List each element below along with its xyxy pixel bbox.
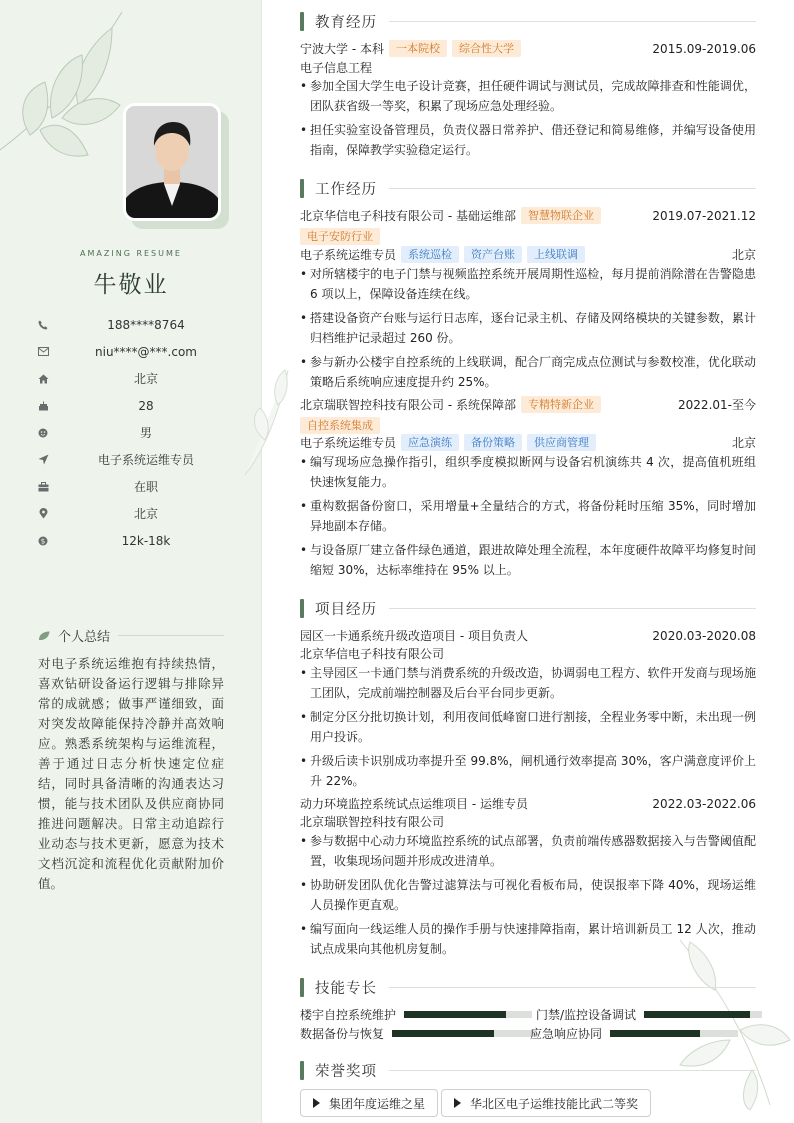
- skill-name: 楼宇自控系统维护: [300, 1008, 397, 1022]
- education-date: 2015.09-2019.06: [652, 41, 756, 56]
- sidebar: [0, 0, 262, 1123]
- project-company-row: [300, 813, 756, 830]
- info-salary: [36, 527, 236, 554]
- list-item: • 参与新办公楼宇自控系统的上线联调，配合厂商完成点位测试与参数校准，优化联动策略后系统响应速度提升约 25%。: [300, 352, 756, 392]
- summary-heading: [38, 626, 224, 645]
- info-phone: [36, 311, 236, 338]
- list-item: • 参与数据中心动力环境监控系统的试点部署，负责前端传感器数据接入与告警阈值配置，收集现场问题并形成改进清单。: [300, 831, 756, 871]
- education-bullets: [300, 76, 756, 164]
- job-bullets: [300, 264, 756, 396]
- role-tag: 资产台账: [464, 246, 522, 263]
- skill-bar: [392, 1030, 537, 1037]
- job-date: 2022.01-至今: [678, 398, 756, 412]
- skill-name: 应急响应协同: [530, 1027, 603, 1041]
- skill-name: 数据备份与恢复: [300, 1027, 385, 1041]
- role-tag: 应急演练: [401, 434, 459, 451]
- skills-section-header: [300, 977, 756, 997]
- info-gender: [36, 419, 236, 446]
- job-company-tag-row: [300, 417, 756, 434]
- education-major-row: [300, 59, 756, 76]
- award-badge: [300, 1089, 438, 1117]
- company-tag: 智慧物联企业: [521, 207, 601, 224]
- skill-name: 门禁/监控设备调试: [536, 1008, 637, 1022]
- skill-bar: [644, 1011, 762, 1018]
- salary-icon: [36, 534, 50, 548]
- project-name: 园区一卡通系统升级改造项目 - 项目负责人: [300, 629, 528, 643]
- job-bullets: [300, 452, 756, 584]
- school-tag: 综合性大学: [452, 40, 521, 57]
- info-status: [36, 473, 236, 500]
- skill-bar-fill: [392, 1030, 494, 1037]
- resume-tagline: AMAZING RESUME: [80, 249, 182, 258]
- skill-bar-fill: [644, 1011, 750, 1018]
- play-triangle-icon: [313, 1098, 320, 1108]
- company-tag: 专精特新企业: [521, 396, 601, 413]
- list-item: • 搭建设备资产台账与运行日志库，逐台记录主机、存储及网络模块的关键参数，累计归档维护记录超过 260 份。: [300, 308, 756, 348]
- section-divider: [389, 608, 756, 609]
- job-role: 电子系统运维专员: [300, 436, 397, 450]
- section-accent-bar: [300, 12, 304, 31]
- education-title: 教育经历: [315, 14, 377, 31]
- job-role-row: [300, 246, 756, 263]
- section-divider: [389, 21, 756, 22]
- list-item: • 编写面向一线运维人员的操作手册与快速排障指南，累计培训新员工 12 人次，推动试点成果向其他机房复制。: [300, 919, 756, 959]
- info-age: [36, 392, 236, 419]
- profile-photo: [123, 103, 221, 221]
- list-item: • 担任实验室设备管理员，负责仪器日常养护、借还登记和简易维修，并编写设备使用指南，保障教学实验稳定运行。: [300, 120, 756, 160]
- phone-icon: [36, 318, 50, 332]
- school-name: 宁波大学 - 本科: [300, 42, 384, 56]
- list-item: • 升级后读卡识别成功率提升至 99.8%，闸机通行效率提高 30%，客户满意度评价上升 22%。: [300, 751, 756, 791]
- summary-text: 对电子系统运维抱有持续热情，喜欢钻研设备运行逻辑与排除异常的成就感；做事严谨细致，面对突发故障能保持冷静并高效响应。熟悉系统架构与运维流程，善于通过日志分析快速定位症结，同时具备清晰的沟通表达习惯，能与技术团队及供应商协同推进问题解决。日常主动追踪行业动态与技术更新，愿意为技术文档沉淀和流程优化贡献附加价值。: [38, 656, 224, 891]
- project-company-row: [300, 645, 756, 662]
- list-item: • 对所辖楼宇的电子门禁与视频监控系统开展周期性巡检，每月提前消除潜在告警隐患 6 项以上，保障设备连续在线。: [300, 264, 756, 304]
- play-triangle-icon: [454, 1098, 461, 1108]
- project-name-row: [300, 627, 756, 644]
- job-company-row: [300, 207, 756, 224]
- company-tag: 电子安防行业: [300, 228, 380, 245]
- project-date: 2020.03-2020.08: [652, 628, 756, 643]
- job-company: 北京华信电子科技有限公司 - 基础运维部: [300, 209, 516, 223]
- skill-bar-fill: [610, 1030, 700, 1037]
- skill-bar: [404, 1011, 532, 1018]
- job-role: 电子系统运维专员: [300, 248, 397, 262]
- awards-title: 荣誉奖项: [315, 1063, 377, 1080]
- skill-item: [300, 1025, 537, 1042]
- section-accent-bar: [300, 1061, 304, 1080]
- city-value: 北京: [133, 507, 158, 521]
- work-section-header: [300, 178, 756, 198]
- skills-title: 技能专长: [315, 980, 377, 997]
- send-icon: [36, 453, 50, 467]
- section-divider: [389, 1070, 756, 1071]
- list-item: • 制定分区分批切换计划，利用夜间低峰窗口进行割接，全程业务零中断，未出现一例用户投诉。: [300, 707, 756, 747]
- list-item: • 参加全国大学生电子设计竞赛，担任硬件调试与测试员，完成故障排查和性能调优，团队获省级一等奖，积累了现场应急处理经验。: [300, 76, 756, 116]
- education-school-row: [300, 40, 756, 57]
- location-pin-icon: [36, 507, 50, 521]
- salary-value: 12k-18k: [121, 533, 171, 548]
- skill-item: [530, 1025, 738, 1042]
- mail-icon: [36, 345, 50, 359]
- summary-divider: [118, 635, 224, 636]
- home-icon: [36, 372, 50, 386]
- section-divider: [389, 188, 756, 189]
- briefcase-icon: [36, 480, 50, 494]
- email-value: niu****@***.com: [95, 344, 197, 359]
- job-company: 北京瑞联智控科技有限公司 - 系统保障部: [300, 398, 516, 412]
- profile-photo-frame: [123, 103, 221, 221]
- job-role-row: [300, 434, 756, 451]
- education-section-header: [300, 11, 756, 31]
- job-date: 2019.07-2021.12: [652, 208, 756, 223]
- skill-bar: [610, 1030, 738, 1037]
- job-city: 北京: [731, 436, 756, 450]
- role-tag: 上线联调: [527, 246, 585, 263]
- age-value: 28: [138, 398, 154, 413]
- role-tag: 系统巡检: [401, 246, 459, 263]
- list-item: • 协助研发团队优化告警过滤算法与可视化看板布局，使误报率下降 40%，现场运维人员操作更直观。: [300, 875, 756, 915]
- role-tag: 供应商管理: [527, 434, 596, 451]
- section-divider: [389, 987, 756, 988]
- status-value: 在职: [133, 480, 158, 494]
- section-accent-bar: [300, 978, 304, 997]
- section-accent-bar: [300, 179, 304, 198]
- projects-title: 项目经历: [315, 601, 377, 618]
- skill-item: [300, 1006, 532, 1023]
- info-position: [36, 446, 236, 473]
- skill-bar-fill: [404, 1011, 506, 1018]
- award-name: 华北区电子运维技能比武二等奖: [470, 1096, 639, 1111]
- project-company: 北京华信电子科技有限公司: [300, 647, 445, 661]
- person-portrait-icon: [126, 106, 218, 218]
- school-tag: 一本院校: [389, 40, 447, 57]
- list-item: • 主导园区一卡通门禁与消费系统的升级改造，协调弱电工程方、软件开发商与现场施工团队，完成前端控制器及后台平台同步更新。: [300, 663, 756, 703]
- svg-text:$: $: [40, 537, 46, 545]
- work-title: 工作经历: [315, 181, 377, 198]
- info-home: [36, 365, 236, 392]
- list-item: • 与设备原厂建立备件绿色通道，跟进故障处理全流程，本年度硬件故障平均修复时间缩短 30%，达标率维持在 95% 以上。: [300, 540, 756, 580]
- section-accent-bar: [300, 599, 304, 618]
- skill-item: [536, 1006, 762, 1023]
- hometown-value: 北京: [133, 372, 158, 386]
- summary-title: 个人总结: [58, 630, 111, 645]
- major: 电子信息工程: [300, 61, 373, 75]
- gender-icon: [36, 426, 50, 440]
- cake-icon: [36, 399, 50, 413]
- projects-section-header: [300, 598, 756, 618]
- position-value: 电子系统运维专员: [97, 453, 194, 467]
- gender-value: 男: [139, 426, 152, 440]
- project-date: 2022.03-2022.06: [652, 796, 756, 811]
- phone-value: 188****8764: [107, 317, 185, 332]
- project-name: 动力环境监控系统试点运维项目 - 运维专员: [300, 797, 528, 811]
- project-bullets: [300, 663, 756, 795]
- info-email: [36, 338, 236, 365]
- company-tag: 自控系统集成: [300, 417, 380, 434]
- job-company-tag-row: [300, 228, 756, 245]
- list-item: • 编写现场应急操作指引，组织季度模拟断网与设备宕机演练共 4 次，提高值机班组快速恢复能力。: [300, 452, 756, 492]
- project-bullets: [300, 831, 756, 963]
- info-city: [36, 500, 236, 527]
- job-company-row: [300, 396, 756, 413]
- job-city: 北京: [731, 248, 756, 262]
- candidate-name: 牛敬业: [93, 272, 169, 298]
- project-name-row: [300, 795, 756, 812]
- leaf-icon: [38, 631, 50, 641]
- contact-info-list: [36, 311, 236, 554]
- role-tag: 备份策略: [464, 434, 522, 451]
- list-item: • 重构数据备份窗口，采用增量+全量结合的方式，将备份耗时压缩 35%，同时增加异地副本存储。: [300, 496, 756, 536]
- project-company: 北京瑞联智控科技有限公司: [300, 815, 445, 829]
- award-badge: [441, 1089, 651, 1117]
- awards-section-header: [300, 1060, 756, 1080]
- award-name: 集团年度运维之星: [329, 1096, 426, 1111]
